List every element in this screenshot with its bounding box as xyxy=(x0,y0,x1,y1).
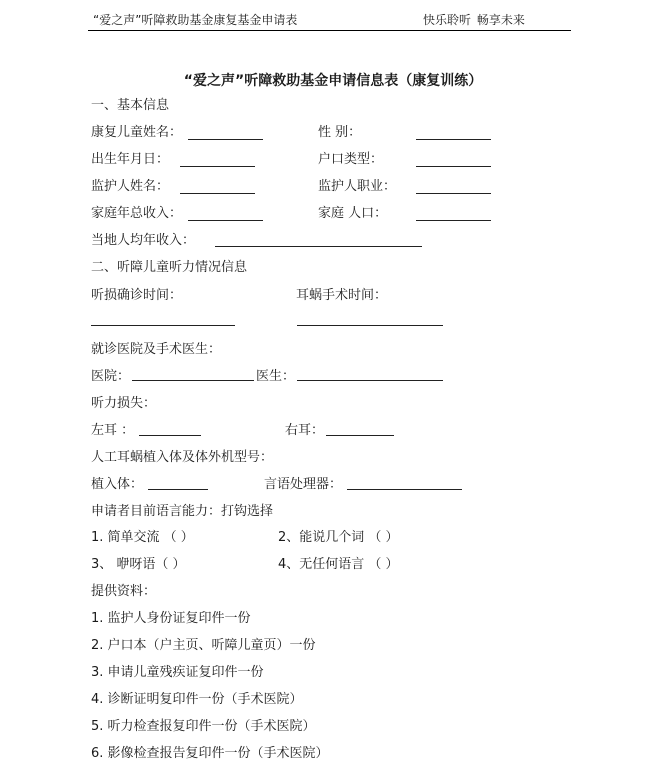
material-item: 2. 户口本（户主页、听障儿童页）一份 xyxy=(91,638,316,653)
family-size-label: 家庭 人口： xyxy=(318,206,388,221)
material-item: 3. 申请儿童残疾证复印件一份 xyxy=(91,665,264,680)
hearing-loss-label: 听力损失： xyxy=(91,396,157,411)
doctor-field[interactable] xyxy=(297,380,443,381)
material-item: 6. 影像检查报告复印件一份（手术医院） xyxy=(91,746,329,761)
header-divider xyxy=(88,30,571,31)
document-header-title: “爱之声”听障救助基金康复基金申请表 xyxy=(93,13,298,27)
diagnosis-time-field[interactable] xyxy=(91,325,235,326)
surgery-time-label: 耳蜗手术时间： xyxy=(296,288,388,303)
language-ability-label: 申请者目前语言能力：打钩选择 xyxy=(91,504,274,519)
diagnosis-time-label: 听损确诊时间： xyxy=(91,288,183,303)
processor-field[interactable] xyxy=(347,489,462,490)
left-ear-label: 左耳 ： xyxy=(91,423,135,438)
surgery-time-field[interactable] xyxy=(297,325,443,326)
language-option-4[interactable]: 4、无任何语言 （ ） xyxy=(278,557,399,572)
implant-model-label: 人工耳蜗植入体及体外机型号： xyxy=(91,450,274,465)
section-basic-info-heading: 一、基本信息 xyxy=(91,98,170,113)
guardian-job-field[interactable] xyxy=(416,193,491,194)
family-income-field[interactable] xyxy=(188,220,263,221)
birth-date-field[interactable] xyxy=(180,166,255,167)
implant-field[interactable] xyxy=(148,489,208,490)
right-ear-label: 右耳： xyxy=(285,423,325,438)
local-income-field[interactable] xyxy=(215,246,422,247)
guardian-name-label: 监护人姓名： xyxy=(91,179,170,194)
family-size-field[interactable] xyxy=(416,220,491,221)
material-item: 1. 监护人身份证复印件一份 xyxy=(91,611,251,626)
material-item: 4. 诊断证明复印件一份（手术医院） xyxy=(91,692,303,707)
hospital-label: 医院： xyxy=(91,369,131,384)
hukou-type-label: 户口类型： xyxy=(318,152,384,167)
gender-label: 性 别： xyxy=(318,125,362,140)
material-item: 5. 听力检查报复印件一份（手术医院） xyxy=(91,719,316,734)
hospital-doctor-label: 就诊医院及手术医生： xyxy=(91,342,222,357)
materials-heading: 提供资料： xyxy=(91,584,157,599)
form-title: “爱之声”听障救助基金申请信息表（康复训练） xyxy=(183,73,483,89)
birth-date-label: 出生年月日： xyxy=(91,152,170,167)
local-income-label: 当地人均年收入： xyxy=(91,233,196,248)
doctor-label: 医生： xyxy=(256,369,296,384)
hospital-field[interactable] xyxy=(132,380,254,381)
child-name-label: 康复儿童姓名： xyxy=(91,125,183,140)
implant-label: 植入体： xyxy=(91,477,144,492)
document-header-slogan: 快乐聆听 畅享未来 xyxy=(423,13,525,27)
language-option-2[interactable]: 2、能说几个词 （ ） xyxy=(278,530,399,545)
guardian-name-field[interactable] xyxy=(180,193,255,194)
section-hearing-info-heading: 二、听障儿童听力情况信息 xyxy=(91,260,248,275)
gender-field[interactable] xyxy=(416,139,491,140)
guardian-job-label: 监护人职业： xyxy=(318,179,397,194)
right-ear-field[interactable] xyxy=(326,435,394,436)
processor-label: 言语处理器： xyxy=(264,477,343,492)
family-income-label: 家庭年总收入： xyxy=(91,206,183,221)
left-ear-field[interactable] xyxy=(139,435,201,436)
language-option-1[interactable]: 1. 简单交流 （ ） xyxy=(91,530,194,545)
child-name-field[interactable] xyxy=(188,139,263,140)
language-option-3[interactable]: 3、 咿呀语（ ） xyxy=(91,557,186,572)
hukou-type-field[interactable] xyxy=(416,166,491,167)
